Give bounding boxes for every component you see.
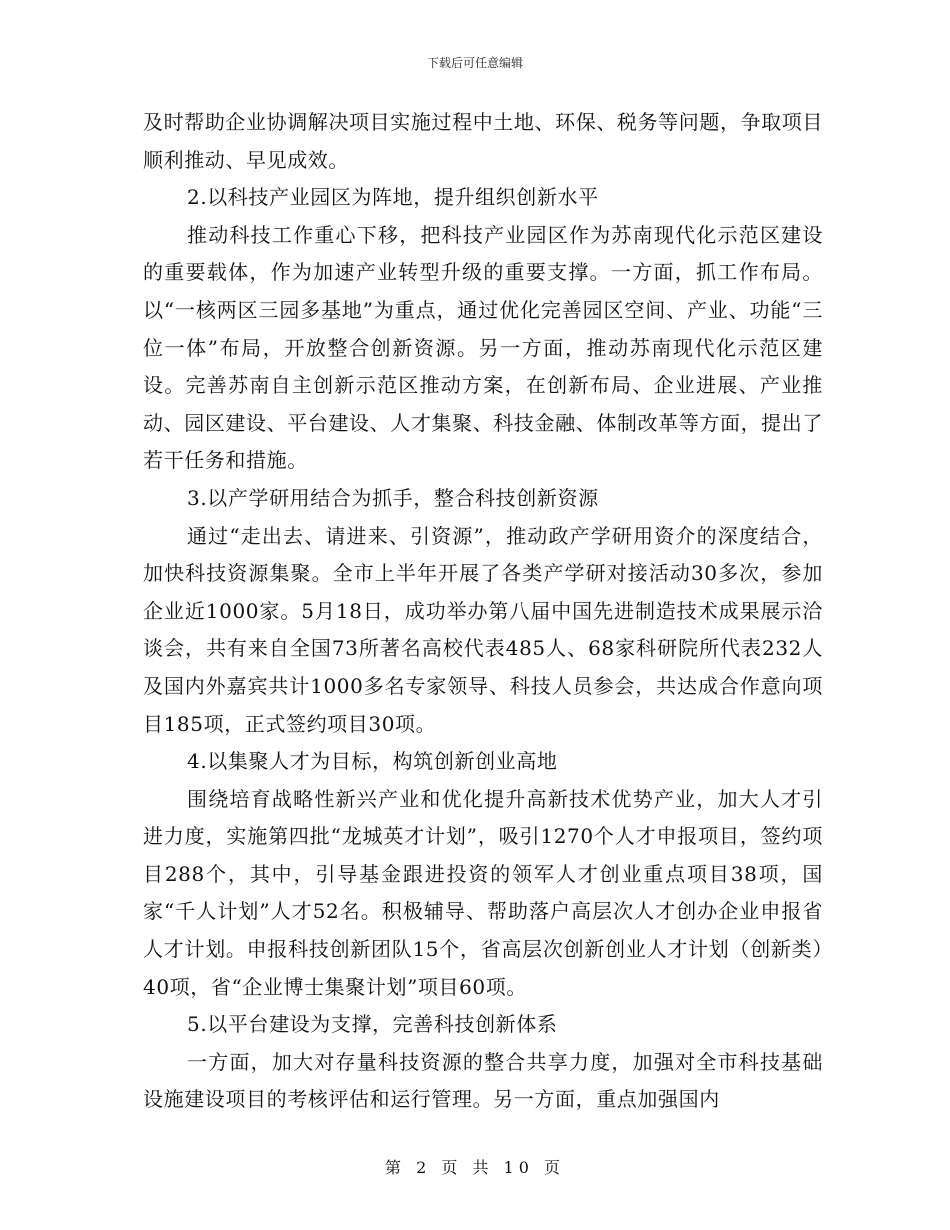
page-header: 下载后可任意编辑 (426, 56, 523, 70)
paragraph: 一方面，加大对存量科技资源的整合共享力度，加强对全市科技基础设施建设项目的考核评估和运行管理。另一方面，重点加强国内 (143, 1049, 823, 1112)
paragraph: 通过“走出去、请进来、引资源”，推动政产学研用资介的深度结合，加快科技资源集聚。全市上半年开展了各类产学研对接活动30多次，参加企业近1000家。5月18日，成功举办第八届中国先进制造技术成果展示洽谈会，共有来自全国73所著名高校代表485人、68家科研院所代表232人及国内外嘉宾共计1000多名专家领导、科技人员参会，共达成合作意向项目185项，正式签约项目30项。 (143, 523, 823, 736)
paragraph: 围绕培育战略性新兴产业和优化提升高新技术优势产业，加大人才引进力度，实施第四批“龙城英才计划”，吸引1270个人才申报项目，签约项目288个，其中，引导基金跟进投资的领军人才创业重点项目38项，国家“千人计划”人才52名。积极辅导、帮助落户高层次人才创办企业申报省人才计划。申报科技创新团队15个，省高层次创新创业人才计划（创新类）40项，省“企业博士集聚计划”项目60项。 (143, 786, 823, 999)
section-heading: 5.以平台建设为支撑，完善科技创新体系 (187, 1012, 558, 1037)
paragraph-continuation: 及时帮助企业协调解决项目实施过程中土地、环保、税务等问题，争取项目顺利推动、早见成效。 (143, 110, 823, 172)
paragraph: 推动科技工作重心下移，把科技产业园区作为苏南现代化示范区建设的重要载体，作为加速产业转型升级的重要支撑。一方面，抓工作布局。以“一核两区三园多基地”为重点，通过优化完善园区空间、产业、功能“三位一体”布局，开放整合创新资源。另一方面，推动苏南现代化示范区建设。完善苏南自主创新示范区推动方案，在创新布局、企业进展、产业推动、园区建设、平台建设、人才集聚、科技金融、体制改革等方面，提出了若干任务和措施。 (143, 222, 823, 473)
section-heading: 2.以科技产业园区为阵地，提升组织创新水平 (187, 185, 599, 210)
page-footer: 第 2 页 共 10 页 (385, 1158, 565, 1177)
document-body (143, 104, 823, 1119)
section-heading: 4.以集聚人才为目标，构筑创新创业高地 (187, 749, 558, 774)
section-heading: 3.以产学研用结合为抓手，整合科技创新资源 (187, 485, 599, 510)
